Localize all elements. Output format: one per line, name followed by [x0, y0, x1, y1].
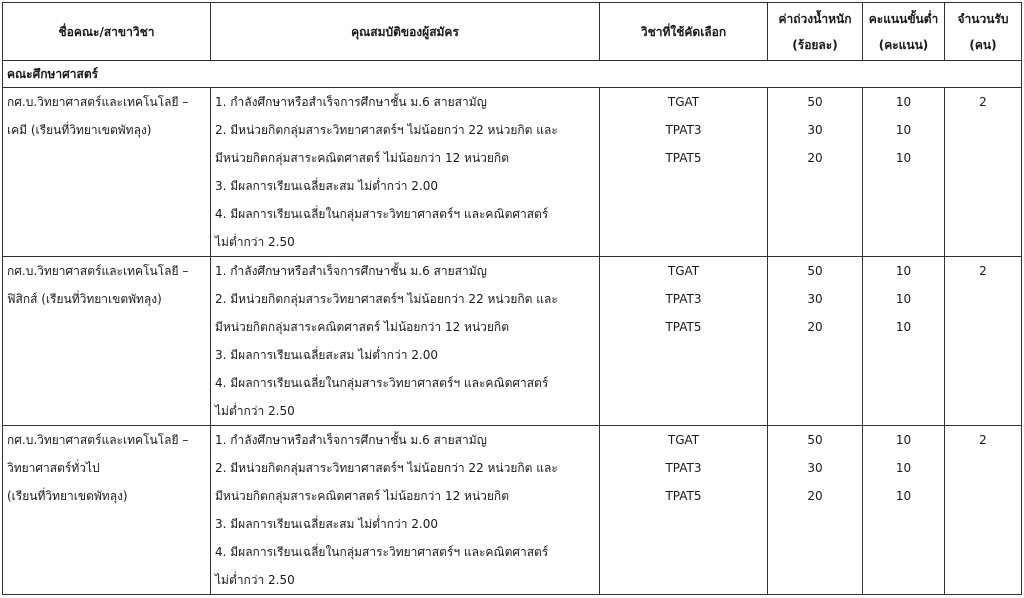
qualification-line: มีหน่วยกิตกลุ่มสาระคณิตศาสตร์ ไม่น้อยกว่า 12 หน่วยกิต	[215, 151, 509, 165]
min-score-value: 10	[895, 264, 912, 278]
weight-value: 20	[807, 151, 823, 165]
qualifications	[211, 257, 600, 426]
qualification-line: 2. มีหน่วยกิตกลุ่มสาระวิทยาศาสตร์ฯ ไม่น้อยกว่า 22 หน่วยกิต และ	[215, 461, 558, 475]
qualification-line: 1. กำลังศึกษาหรือสำเร็จการศึกษาชั้น ม.6 สายสามัญ	[215, 433, 487, 447]
program-name	[3, 257, 211, 426]
weight-value: 50	[807, 264, 823, 278]
subject: TGAT	[667, 264, 700, 278]
program-row	[3, 88, 1022, 257]
min-scores	[863, 257, 945, 426]
seats-value: 2	[979, 264, 987, 278]
weights	[768, 88, 863, 257]
program-row	[3, 257, 1022, 426]
qualifications	[211, 88, 600, 257]
header-subjects: วิชาที่ใช้คัดเลือก	[600, 3, 768, 61]
program-name-line: กศ.บ.วิทยาศาสตร์และเทคโนโลยี –	[7, 264, 189, 278]
subjects	[600, 257, 768, 426]
subject: TPAT5	[665, 489, 702, 503]
qualifications	[211, 426, 600, 595]
program-name-line: ฟิสิกส์ (เรียนที่วิทยาเขตพัทลุง)	[7, 292, 162, 306]
qualification-line: 1. กำลังศึกษาหรือสำเร็จการศึกษาชั้น ม.6 สายสามัญ	[215, 95, 487, 109]
qualification-line: ไม่ต่ำกว่า 2.50	[215, 404, 295, 418]
header-row	[3, 3, 1022, 61]
qualification-line: 1. กำลังศึกษาหรือสำเร็จการศึกษาชั้น ม.6 สายสามัญ	[215, 264, 487, 278]
qualification-line: ไม่ต่ำกว่า 2.50	[215, 235, 295, 249]
qualification-line: มีหน่วยกิตกลุ่มสาระคณิตศาสตร์ ไม่น้อยกว่า 12 หน่วยกิต	[215, 320, 509, 334]
program-name-line: (เรียนที่วิทยาเขตพัทลุง)	[7, 489, 128, 503]
min-score-value: 10	[895, 292, 912, 306]
subject: TPAT3	[665, 123, 702, 137]
weight-value: 30	[807, 123, 823, 137]
program-name-line: กศ.บ.วิทยาศาสตร์และเทคโนโลยี –	[7, 433, 189, 447]
min-scores	[863, 426, 945, 595]
program-name	[3, 426, 211, 595]
qualification-line: 3. มีผลการเรียนเฉลี่ยสะสม ไม่ต่ำกว่า 2.00	[215, 517, 439, 531]
faculty-name: คณะศึกษาศาสตร์	[3, 61, 1022, 88]
qualification-line: 4. มีผลการเรียนเฉลี่ยในกลุ่มสาระวิทยาศาสตร์ฯ และคณิตศาสตร์	[215, 376, 549, 390]
subject: TPAT5	[665, 151, 702, 165]
qualification-line: มีหน่วยกิตกลุ่มสาระคณิตศาสตร์ ไม่น้อยกว่า 12 หน่วยกิต	[215, 489, 509, 503]
qualification-line: 2. มีหน่วยกิตกลุ่มสาระวิทยาศาสตร์ฯ ไม่น้อยกว่า 22 หน่วยกิต และ	[215, 292, 558, 306]
qualification-line: ไม่ต่ำกว่า 2.50	[215, 573, 295, 587]
subjects	[600, 426, 768, 595]
subject: TPAT5	[665, 320, 702, 334]
weight-value: 30	[807, 461, 823, 475]
faculty-row	[3, 61, 1022, 88]
header-min-score: คะแนนขั้นต่ำ (คะแนน)	[863, 3, 945, 61]
subject: TPAT3	[665, 461, 702, 475]
header-weight: ค่าถ่วงน้ำหนัก (ร้อยละ)	[768, 3, 863, 61]
program-row	[3, 426, 1022, 595]
weights	[768, 257, 863, 426]
header-program: ชื่อคณะ/สาขาวิชา	[3, 3, 211, 61]
weight-value: 30	[807, 292, 823, 306]
program-name-line: กศ.บ.วิทยาศาสตร์และเทคโนโลยี –	[7, 95, 189, 109]
weight-value: 50	[807, 95, 823, 109]
qualification-line: 2. มีหน่วยกิตกลุ่มสาระวิทยาศาสตร์ฯ ไม่น้อยกว่า 22 หน่วยกิต และ	[215, 123, 558, 137]
min-score-value: 10	[895, 151, 912, 165]
min-score-value: 10	[895, 320, 912, 334]
seats	[945, 88, 1022, 257]
weight-value: 50	[807, 433, 823, 447]
min-score-value: 10	[895, 433, 912, 447]
min-score-value: 10	[895, 95, 912, 109]
seats-value: 2	[979, 433, 987, 447]
subject: TGAT	[667, 95, 700, 109]
weights	[768, 426, 863, 595]
min-scores	[863, 88, 945, 257]
qualification-line: 4. มีผลการเรียนเฉลี่ยในกลุ่มสาระวิทยาศาสตร์ฯ และคณิตศาสตร์	[215, 207, 549, 221]
min-score-value: 10	[895, 489, 912, 503]
weight-value: 20	[807, 320, 823, 334]
header-qualifications: คุณสมบัติของผู้สมัคร	[211, 3, 600, 61]
seats	[945, 257, 1022, 426]
qualification-line: 3. มีผลการเรียนเฉลี่ยสะสม ไม่ต่ำกว่า 2.00	[215, 348, 439, 362]
program-name-line: เคมี (เรียนที่วิทยาเขตพัทลุง)	[7, 123, 152, 137]
program-name	[3, 88, 211, 257]
program-name-line: วิทยาศาสตร์ทั่วไป	[7, 461, 100, 475]
admission-table	[2, 2, 1022, 595]
min-score-value: 10	[895, 461, 912, 475]
subjects	[600, 88, 768, 257]
subject: TPAT3	[665, 292, 702, 306]
qualification-line: 4. มีผลการเรียนเฉลี่ยในกลุ่มสาระวิทยาศาสตร์ฯ และคณิตศาสตร์	[215, 545, 549, 559]
qualification-line: 3. มีผลการเรียนเฉลี่ยสะสม ไม่ต่ำกว่า 2.00	[215, 179, 439, 193]
header-seats: จำนวนรับ (คน)	[945, 3, 1022, 61]
weight-value: 20	[807, 489, 823, 503]
min-score-value: 10	[895, 123, 912, 137]
seats	[945, 426, 1022, 595]
seats-value: 2	[979, 95, 987, 109]
subject: TGAT	[667, 433, 700, 447]
